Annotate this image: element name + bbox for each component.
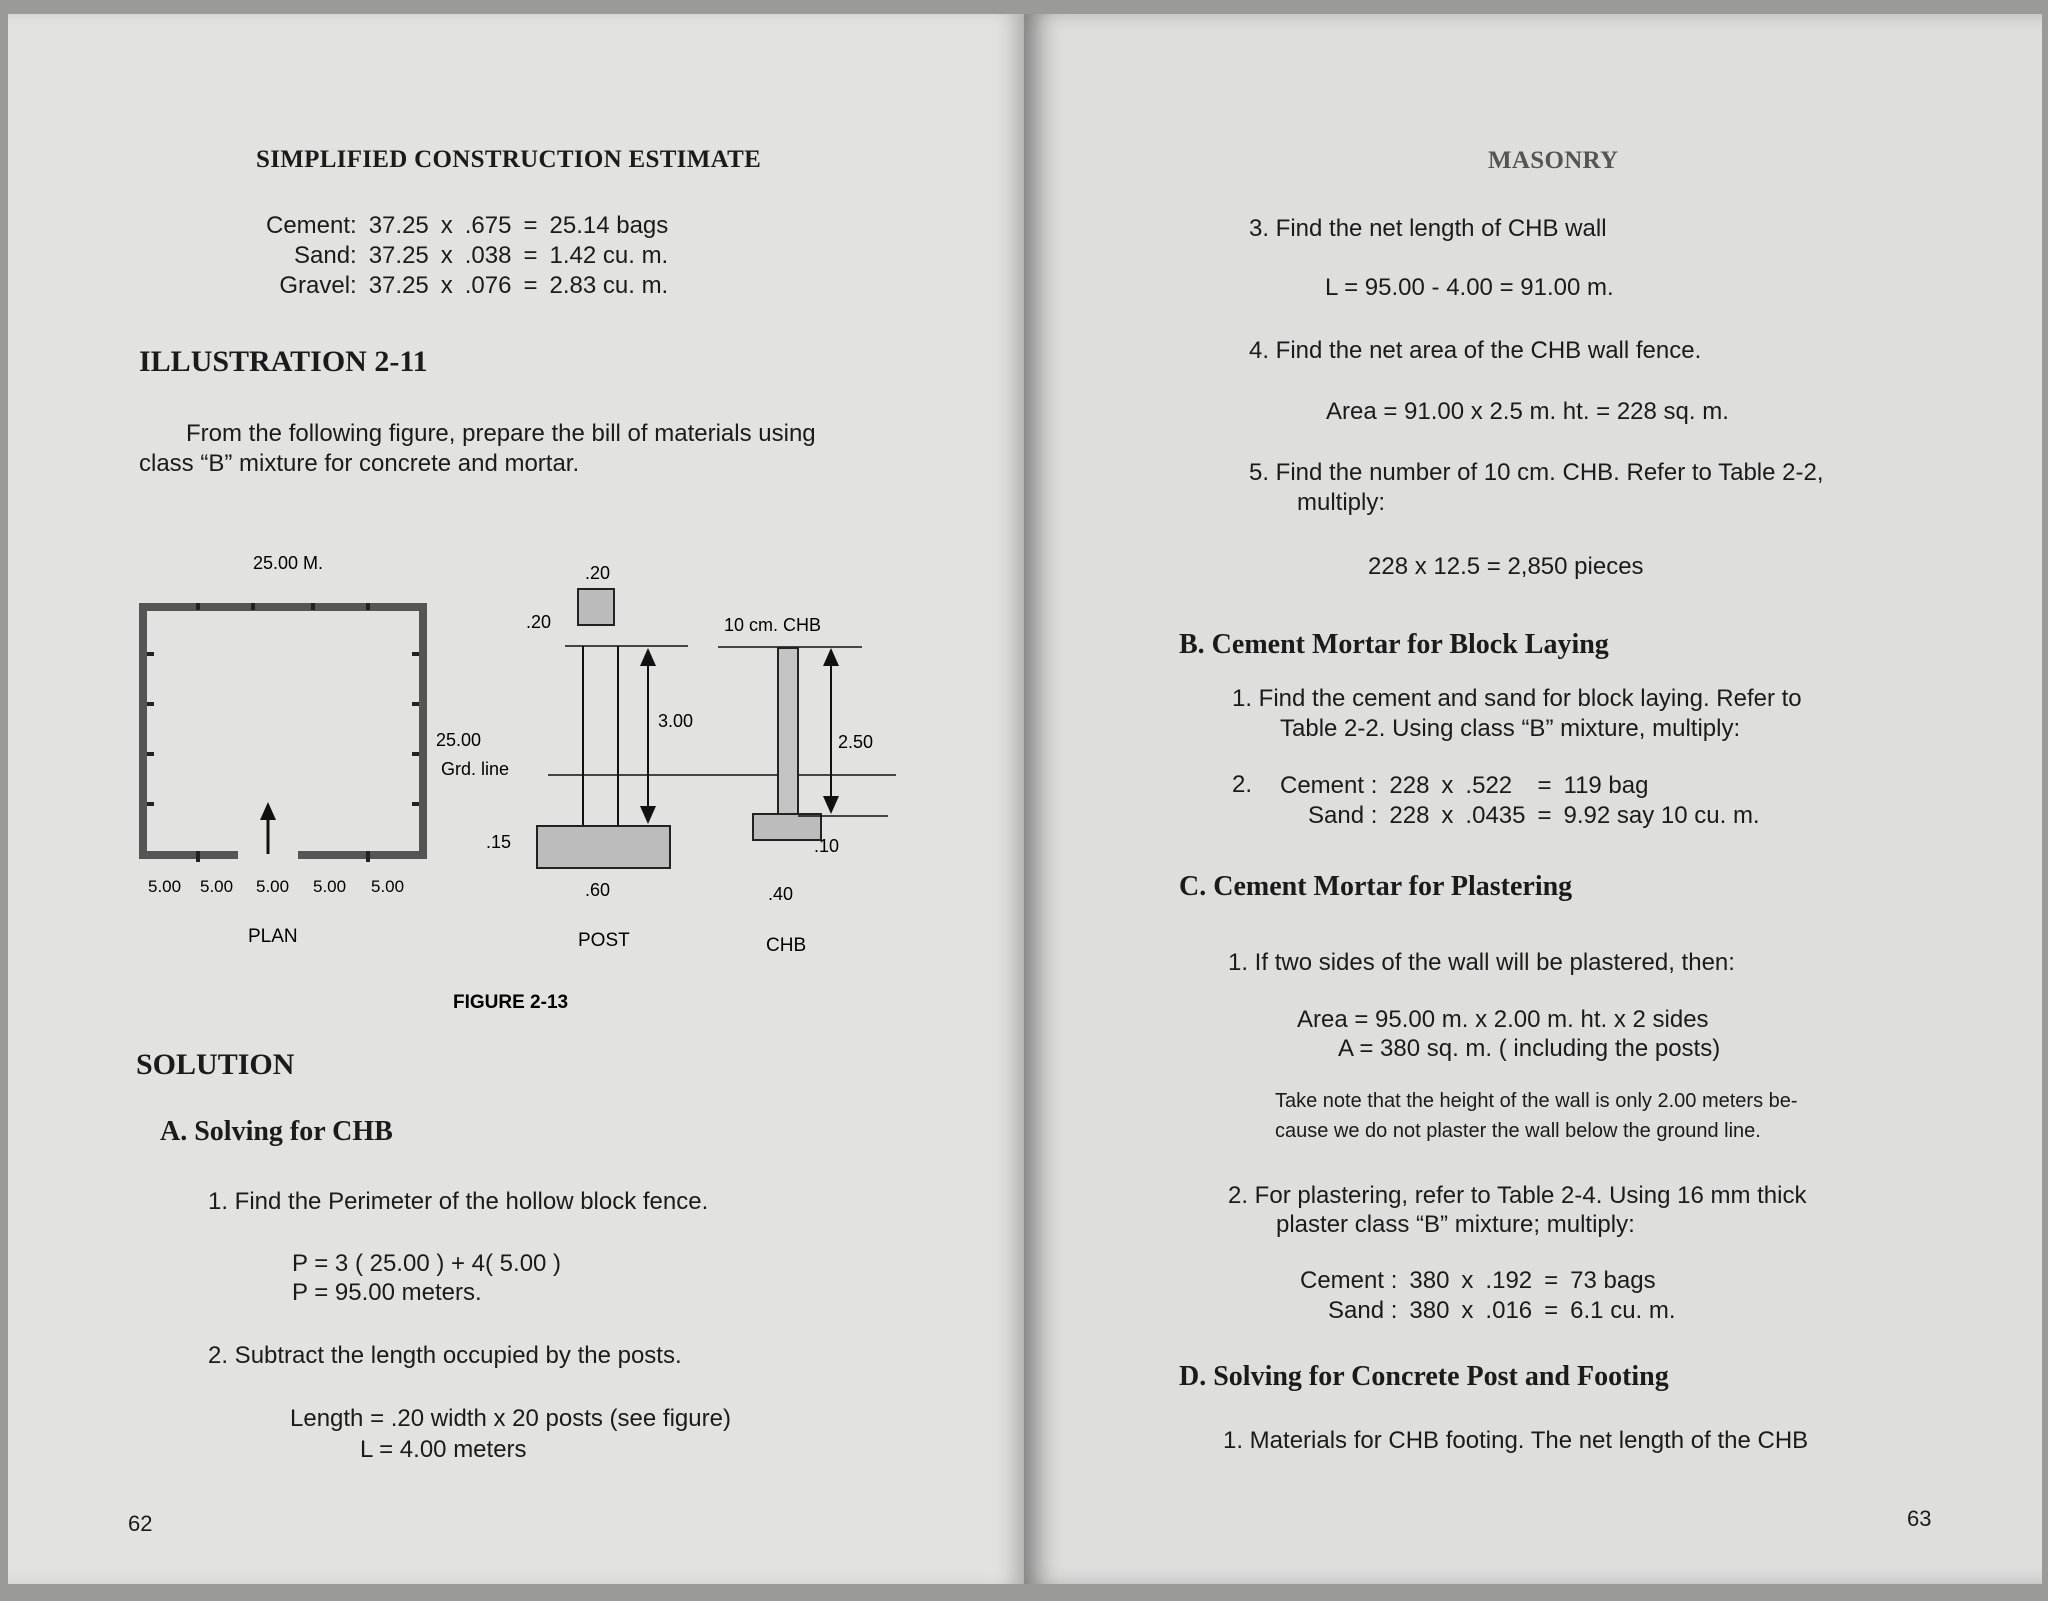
b1-text-line-2: Table 2-2. Using class “B” mixture, multiply: (1280, 715, 1741, 742)
chb-height-label: 2.50 (838, 732, 874, 752)
times-sign: x (1461, 1267, 1474, 1294)
material-result: 9.92 say 10 cu. m. (1563, 802, 1760, 829)
step-1-text: 1. Find the Perimeter of the hollow block fence. (208, 1188, 709, 1215)
section-a-title: A. Solving for CHB (160, 1116, 393, 1147)
plaster-area-equation: Area = 95.00 m. x 2.00 m. ht. x 2 sides (1297, 1006, 1709, 1033)
chb-drawing (718, 615, 888, 956)
material-label: Cement : (1300, 1267, 1398, 1294)
ground-line-label: Grd. line (441, 759, 510, 779)
b2-number: 2. (1232, 771, 1253, 798)
chb-wall (778, 648, 798, 814)
material-qty: 228 (1389, 772, 1430, 799)
running-header: SIMPLIFIED CONSTRUCTION ESTIMATE (256, 146, 762, 173)
intro-text-line-2: class “B” mixture for concrete and mortar. (139, 450, 580, 477)
equals-sign: = (1544, 1297, 1559, 1324)
post-footing (537, 826, 670, 868)
material-label: Cement: (266, 212, 357, 239)
solution-title: SOLUTION (136, 1048, 295, 1081)
perimeter-result: P = 95.00 meters. (292, 1279, 482, 1306)
plan-post-marks (147, 603, 419, 862)
plan-segment-label: 5.00 (200, 877, 234, 896)
chb-footing (753, 814, 821, 840)
post-footing-width-label: .60 (585, 880, 611, 900)
arrow-up-icon (640, 648, 656, 666)
step-4-text: 4. Find the net area of the CHB wall fence. (1249, 337, 1702, 364)
right-page (1024, 14, 2042, 1584)
note-line-2: cause we do not plaster the wall below the ground line. (1275, 1120, 1761, 1142)
note-line-1: Take note that the height of the wall is only 2.00 meters be- (1275, 1090, 1798, 1112)
post-section-square (578, 589, 614, 625)
chb-footing-depth-label: .10 (814, 836, 840, 856)
post-drawing (486, 563, 693, 951)
plan-segment-label: 5.00 (256, 877, 290, 896)
left-page (8, 14, 1024, 1584)
section-b-title: B. Cement Mortar for Block Laying (1179, 629, 1609, 660)
net-area-equation: Area = 91.00 x 2.5 m. ht. = 228 sq. m. (1326, 398, 1729, 425)
section-d-title: D. Solving for Concrete Post and Footing (1179, 1361, 1669, 1392)
times-sign: x (440, 212, 453, 239)
step-3-text: 3. Find the net length of CHB wall (1249, 215, 1607, 242)
material-result: 25.14 bags (549, 212, 669, 239)
material-factor: .0435 (1465, 802, 1526, 829)
step-5-text-line-2: multiply: (1297, 489, 1386, 516)
intro-text-line-1: From the following figure, prepare the bill of materials using (186, 420, 816, 447)
plan-caption: PLAN (248, 926, 298, 947)
section-c-title: C. Cement Mortar for Plastering (1179, 871, 1573, 902)
material-factor: .192 (1485, 1267, 1533, 1294)
material-factor: .522 (1465, 772, 1513, 799)
plan-length-label: 25.00 (436, 730, 482, 750)
times-sign: x (1441, 802, 1454, 829)
material-result: 119 bag (1563, 772, 1649, 799)
plan-drawing (143, 553, 481, 947)
post-length-equation: Length = .20 width x 20 posts (see figure) (290, 1405, 731, 1432)
step-5-text-line-1: 5. Find the number of 10 cm. CHB. Refer to Table 2-2, (1249, 459, 1824, 486)
material-qty: 37.25 (368, 212, 429, 239)
material-label: Gravel: (279, 272, 357, 299)
post-side-label: .20 (526, 612, 552, 632)
times-sign: x (440, 242, 453, 269)
chb-footing-width-label: .40 (768, 884, 794, 904)
page-number: 63 (1907, 1506, 1932, 1531)
equals-sign: = (523, 272, 538, 299)
material-label: Cement : (1280, 772, 1378, 799)
plan-fence-outline (143, 607, 423, 855)
post-length-result: L = 4.00 meters (360, 1436, 527, 1463)
perimeter-equation: P = 3 ( 25.00 ) + 4( 5.00 ) (292, 1250, 562, 1277)
material-result: 1.42 cu. m. (549, 242, 669, 269)
times-sign: x (1441, 772, 1454, 799)
d1-text: 1. Materials for CHB footing. The net length of the CHB (1223, 1427, 1809, 1454)
equals-sign: = (1537, 802, 1552, 829)
plan-segment-label: 5.00 (148, 877, 182, 896)
post-caption: POST (578, 930, 630, 951)
material-factor: .675 (464, 212, 512, 239)
material-label: Sand : (1307, 802, 1378, 829)
c1-text: 1. If two sides of the wall will be plastered, then: (1228, 949, 1735, 976)
materials-table (266, 211, 668, 301)
material-label: Sand : (1327, 1297, 1398, 1324)
chb-pieces-equation: 228 x 12.5 = 2,850 pieces (1368, 553, 1644, 580)
running-header: MASONRY (1488, 147, 1619, 174)
chb-caption: CHB (766, 935, 807, 956)
plan-segment-label: 5.00 (313, 877, 347, 896)
material-qty: 380 (1409, 1297, 1450, 1324)
b1-text-line-1: 1. Find the cement and sand for block laying. Refer to (1232, 685, 1802, 712)
material-factor: .076 (464, 272, 512, 299)
material-qty: 37.25 (368, 242, 429, 269)
net-length-equation: L = 95.00 - 4.00 = 91.00 m. (1325, 274, 1614, 301)
times-sign: x (440, 272, 453, 299)
post-height-label: 3.00 (658, 711, 694, 731)
equals-sign: = (1537, 772, 1552, 799)
c2-text-line-2: plaster class “B” mixture; multiply: (1276, 1211, 1635, 1238)
chb-label: 10 cm. CHB (724, 615, 822, 635)
material-factor: .038 (464, 242, 512, 269)
material-result: 73 bags (1570, 1267, 1656, 1294)
material-factor: .016 (1485, 1297, 1533, 1324)
equals-sign: = (523, 242, 538, 269)
arrow-up-icon (260, 802, 276, 820)
arrow-down-icon (823, 796, 839, 814)
plan-width-label: 25.00 M. (253, 553, 324, 573)
plaster-area-result: A = 380 sq. m. ( including the posts) (1338, 1035, 1721, 1062)
equals-sign: = (1544, 1267, 1559, 1294)
figure-2-13 (8, 534, 1008, 1034)
equals-sign: = (523, 212, 538, 239)
post-top-label: .20 (585, 563, 611, 583)
plan-segment-label: 5.00 (371, 877, 405, 896)
material-qty: 37.25 (368, 272, 429, 299)
page-number: 62 (128, 1511, 153, 1536)
arrow-up-icon (823, 648, 839, 666)
material-qty: 380 (1409, 1267, 1450, 1294)
material-result: 2.83 cu. m. (549, 272, 669, 299)
material-label: Sand: (293, 242, 357, 269)
post-footing-depth-label: .15 (486, 832, 512, 852)
arrow-down-icon (640, 806, 656, 824)
material-qty: 228 (1389, 802, 1430, 829)
c2-text-line-1: 2. For plastering, refer to Table 2-4. Using 16 mm thick (1228, 1182, 1807, 1209)
block-laying-table (1280, 771, 1760, 831)
figure-caption: FIGURE 2-13 (453, 992, 569, 1013)
times-sign: x (1461, 1297, 1474, 1324)
plastering-table (1300, 1266, 1676, 1326)
material-result: 6.1 cu. m. (1570, 1297, 1676, 1324)
step-2-text: 2. Subtract the length occupied by the posts. (208, 1342, 682, 1369)
illustration-title: ILLUSTRATION 2-11 (139, 345, 428, 378)
